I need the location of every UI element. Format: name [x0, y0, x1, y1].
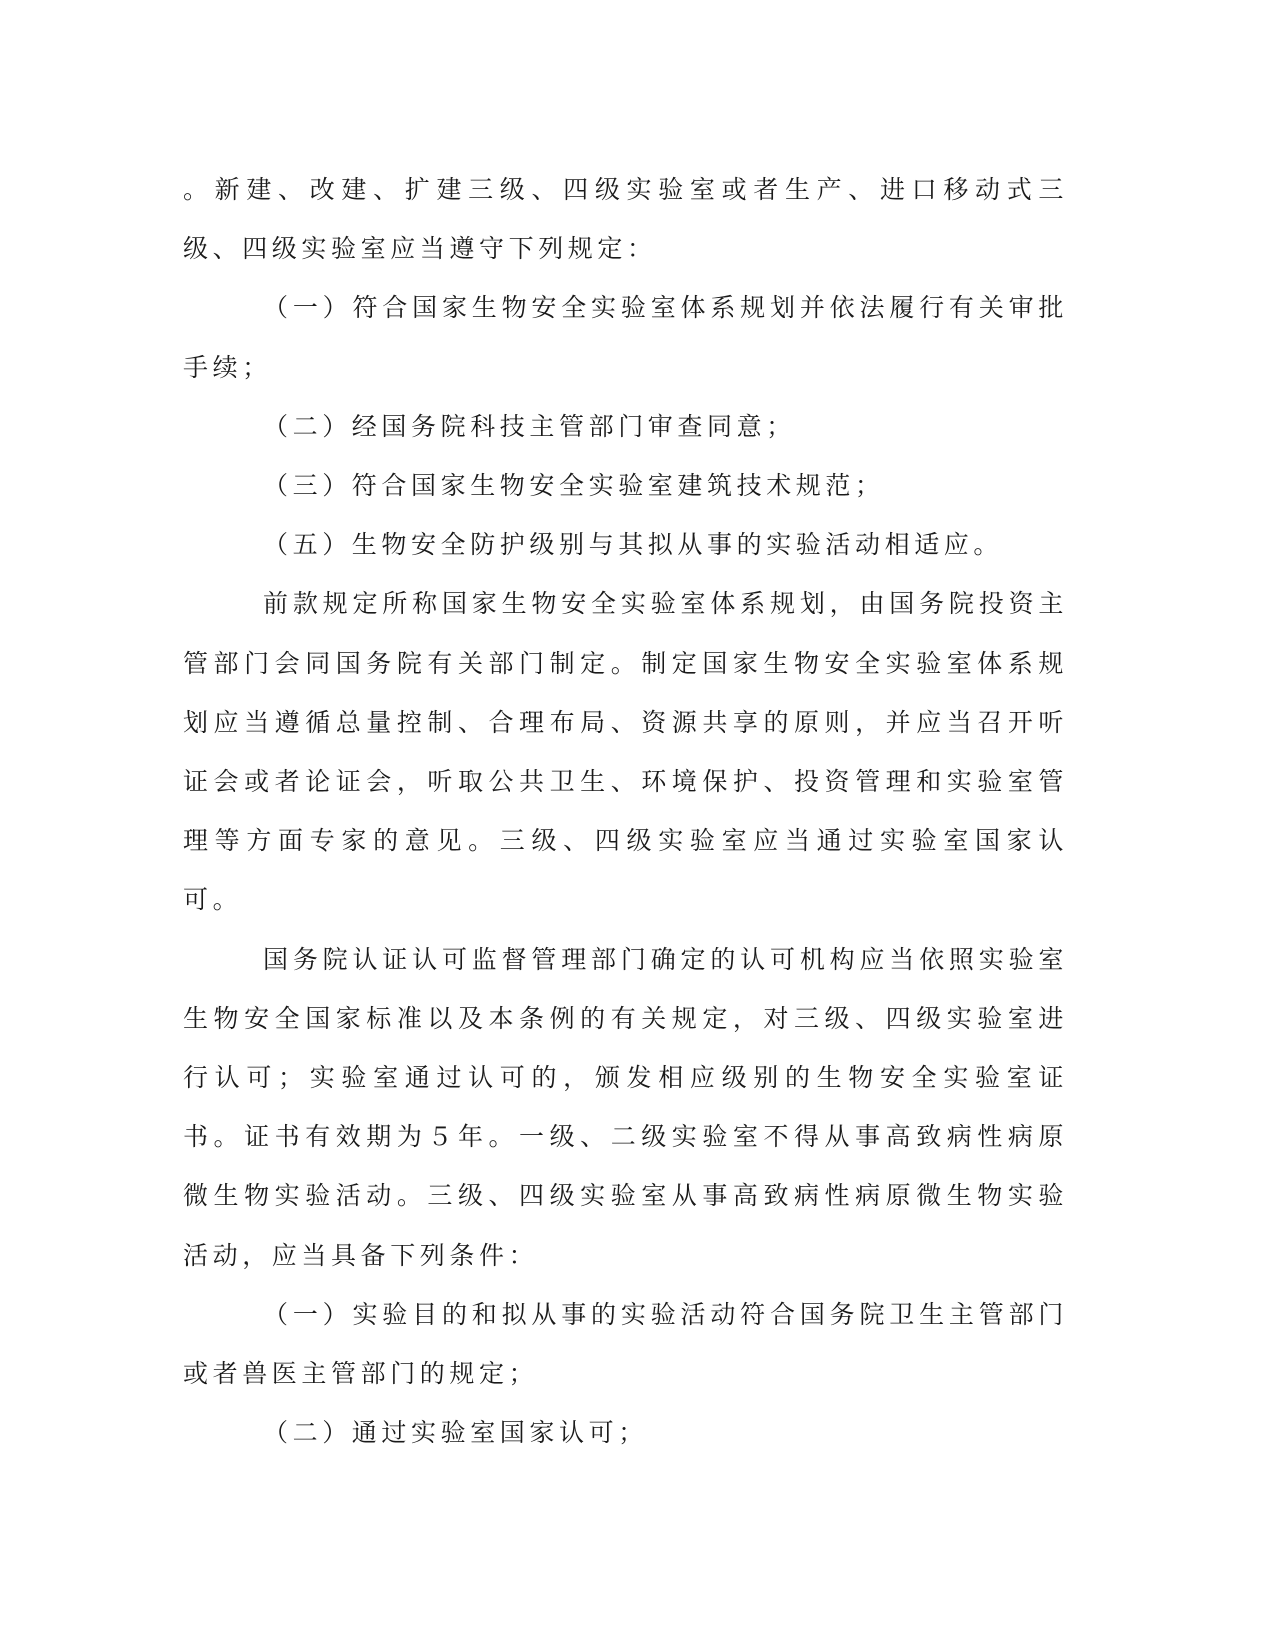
paragraph-item-2: （二）经国务院科技主管部门审查同意；: [263, 411, 796, 441]
paragraph-item-3: （三）符合国家生物安全实验室建筑技术规范；: [263, 471, 885, 501]
paragraph-condition-2: （二）通过实验室国家认可；: [263, 1418, 648, 1448]
paragraph-item-1: （一）符合国家生物安全实验室体系规划并依法履行有关审批手续；: [183, 293, 1068, 382]
paragraph-condition-1: （一）实验目的和拟从事的实验活动符合国务院卫生主管部门或者兽医主管部门的规定；: [183, 1299, 1068, 1389]
paragraph-accreditation: 国务院认证认可监督管理部门确定的认可机构应当依照实验室生物安全国家标准以及本条例的有关规定，对三级、四级实验室进行认可；实验室通过认可的，颁发相应级别的生物安全实验室证书。证书有效期为５年。一级、二级实验室不得从事高致病性病原微生物实验活动。三级、四级实验室从事高致病性病原微生物实验活动，应当具备下列条件：: [183, 944, 1068, 1270]
paragraph-intro: 。新建、改建、扩建三级、四级实验室或者生产、进口移动式三级、四级实验室应当遵守下列规定：: [183, 175, 1068, 264]
paragraph-planning: 前款规定所称国家生物安全实验室体系规划，由国务院投资主管部门会同国务院有关部门制定。制定国家生物安全实验室体系规划应当遵循总量控制、合理布局、资源共享的原则，并应当召开听证会或者论证会，听取公共卫生、环境保护、投资管理和实验室管理等方面专家的意见。三级、四级实验室应当通过实验室国家认可。: [183, 589, 1068, 915]
document-body: [183, 160, 1068, 1462]
paragraph-item-5: （五）生物安全防护级别与其拟从事的实验活动相适应。: [263, 530, 1004, 560]
